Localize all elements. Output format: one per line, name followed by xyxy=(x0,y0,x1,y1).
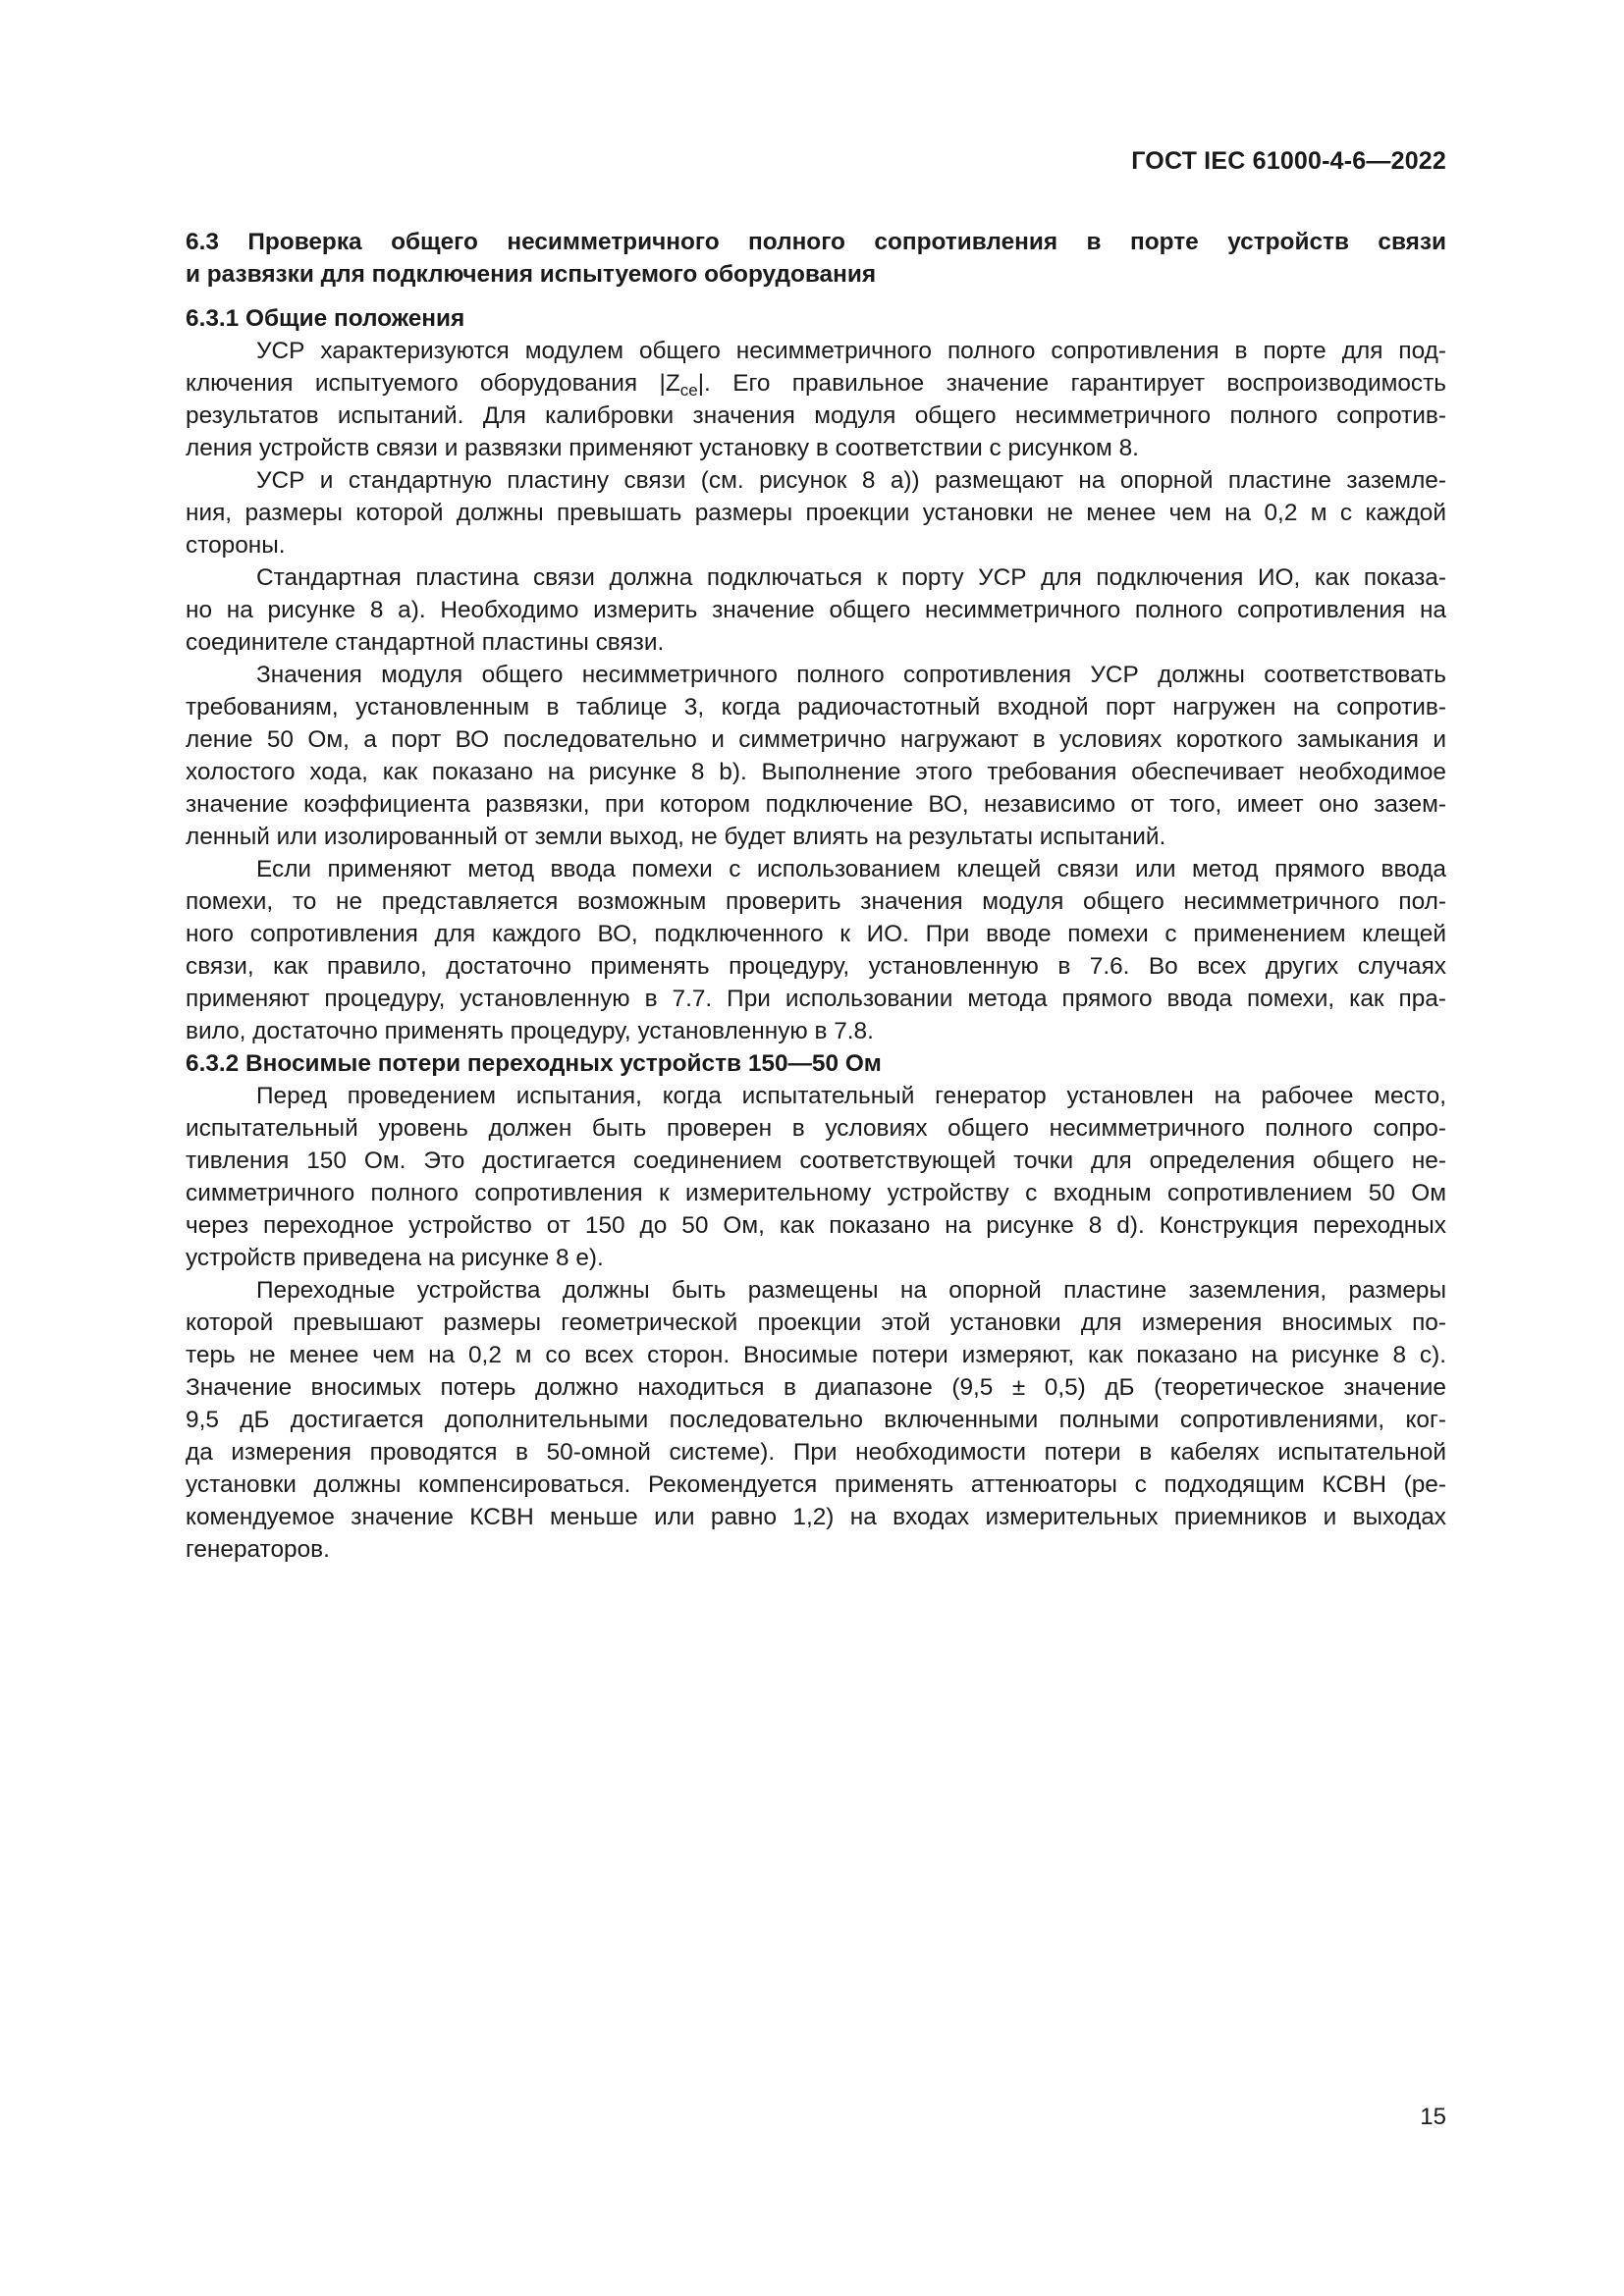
subscript: ce xyxy=(679,381,698,400)
section-6-3-2-heading: 6.3.2 Вносимые потери переходных устройств 150—50 Ом xyxy=(186,1050,882,1077)
text-line: значение коэффициента развязки, при котором подключение ВО, независимо от того, имеет оно зазем- xyxy=(186,791,1446,818)
text-line: связи, как правило, достаточно применять процедуру, установленную в 7.6. Во всех других случаях xyxy=(186,953,1446,980)
paragraph-6-3-2-p1 xyxy=(115,1080,1446,1274)
text-line: ния, размеры которой должны превышать размеры проекции установки не менее чем на 0,2 м с каждой xyxy=(186,500,1446,526)
text-fragment: |. Его правильное значение гарантирует воспроизводимость xyxy=(697,370,1446,397)
page-number: 15 xyxy=(1420,2104,1446,2130)
text-line: Значения модуля общего несимметричного полного сопротивления УСР должны соответствовать xyxy=(256,662,1446,688)
text-line: терь не менее чем на 0,2 м со всех сторон. Вносимые потери измеряют, как показано на рисунке 8 с). xyxy=(186,1342,1446,1368)
text-fragment: ключения испытуемого оборудования |Z xyxy=(186,370,680,397)
page-content xyxy=(115,226,1446,1566)
paragraph-6-3-1-p3 xyxy=(115,561,1446,659)
paragraph-6-3-1-p4 xyxy=(115,659,1446,853)
text-line: устройств приведена на рисунке 8 е). xyxy=(186,1245,604,1271)
text-line: ления устройств связи и развязки применяют установку в соответствии с рисунком 8. xyxy=(186,435,1139,461)
text-line: ленный или изолированный от земли выход, не будет влиять на результаты испытаний. xyxy=(186,824,1166,850)
section-6-3-heading xyxy=(115,226,1446,291)
text-line: да измерения проводятся в 50-омной системе). При необходимости потери в кабелях испытательной xyxy=(186,1439,1446,1466)
paragraph-6-3-2-p2 xyxy=(115,1274,1446,1566)
text-line: соединителе стандартной пластины связи. xyxy=(186,629,665,656)
text-line: ление 50 Ом, а порт ВО последовательно и симметрично нагружают в условиях короткого замыкания и xyxy=(186,726,1446,753)
text-line: комендуемое значение КСВН меньше или равно 1,2) на входах измерительных приемников и выходах xyxy=(186,1504,1446,1530)
text-line: применяют процедуру, установленную в 7.7. При использовании метода прямого ввода помехи, как пра- xyxy=(186,986,1446,1012)
text-line: помехи, то не представляется возможным проверить значения модуля общего несимметричного пол- xyxy=(186,888,1446,915)
text-line: испытательный уровень должен быть проверен в условиях общего несимметричного полного сопро- xyxy=(186,1115,1446,1142)
section-6-3-heading-line2: и развязки для подключения испытуемого оборудования xyxy=(186,261,877,288)
text-line: генераторов. xyxy=(186,1536,330,1563)
text-line: Значение вносимых потерь должно находиться в диапазоне (9,5 ± 0,5) дБ (теоретическое значение xyxy=(186,1374,1446,1401)
text-line: стороны. xyxy=(186,532,286,559)
text-line: через переходное устройство от 150 до 50 Ом, как показано на рисунке 8 d). Конструкция переходных xyxy=(186,1212,1446,1239)
text-line: Перед проведением испытания, когда испытательный генератор установлен на рабочее место, xyxy=(256,1083,1446,1109)
text-line: установки должны компенсироваться. Рекомендуется применять аттенюаторы с подходящим КСВН (ре- xyxy=(186,1471,1446,1498)
document-id-header: ГОСТ IEC 61000-4-6—2022 xyxy=(1131,147,1446,175)
text-line: холостого хода, как показано на рисунке 8 b). Выполнение этого требования обеспечивает необходимое xyxy=(186,759,1446,785)
text-line: УСР и стандартную пластину связи (см. рисунок 8 а)) размещают на опорной пластине заземле- xyxy=(256,467,1446,494)
section-6-3-1-heading: 6.3.1 Общие положения xyxy=(186,305,465,332)
text-line: УСР характеризуются модулем общего несимметричного полного сопротивления в порте для под- xyxy=(256,338,1446,364)
text-line: требованиям, установленным в таблице 3, когда радиочастотный входной порт нагружен на сопротив- xyxy=(186,694,1446,721)
text-line: Переходные устройства должны быть размещены на опорной пластине заземления, размеры xyxy=(256,1277,1446,1304)
text-line: но на рисунке 8 а). Необходимо измерить значение общего несимметричного полного сопротивления на xyxy=(186,597,1446,623)
text-line: симметричного полного сопротивления к измерительному устройству с входным сопротивлением 50 Ом xyxy=(186,1180,1446,1206)
text-line xyxy=(115,367,1446,400)
text-line: ного сопротивления для каждого ВО, подключенного к ИО. При вводе помехи с применением клещей xyxy=(186,921,1446,947)
text-line: Стандартная пластина связи должна подключаться к порту УСР для подключения ИО, как показа- xyxy=(256,564,1446,591)
paragraph-6-3-1-p1 xyxy=(115,335,1446,464)
paragraph-6-3-1-p5 xyxy=(115,853,1446,1047)
paragraph-6-3-1-p2 xyxy=(115,464,1446,561)
text-line: тивления 150 Ом. Это достигается соединением соответствующей точки для определения общего не- xyxy=(186,1148,1446,1174)
text-line: результатов испытаний. Для калибровки значения модуля общего несимметричного полного сопротив- xyxy=(186,402,1446,429)
text-line: вило, достаточно применять процедуру, установленную в 7.8. xyxy=(186,1018,874,1044)
section-6-3-heading-line1: 6.3 Проверка общего несимметричного полного сопротивления в порте устройств связи xyxy=(186,229,1446,255)
text-line: Если применяют метод ввода помехи с использованием клещей связи или метод прямого ввода xyxy=(256,856,1446,882)
text-line: 9,5 дБ достигается дополнительными последовательно включенными полными сопротивлениями, ког- xyxy=(186,1407,1446,1433)
text-line: которой превышают размеры геометрической проекции этой установки для измерения вносимых по- xyxy=(186,1309,1446,1336)
